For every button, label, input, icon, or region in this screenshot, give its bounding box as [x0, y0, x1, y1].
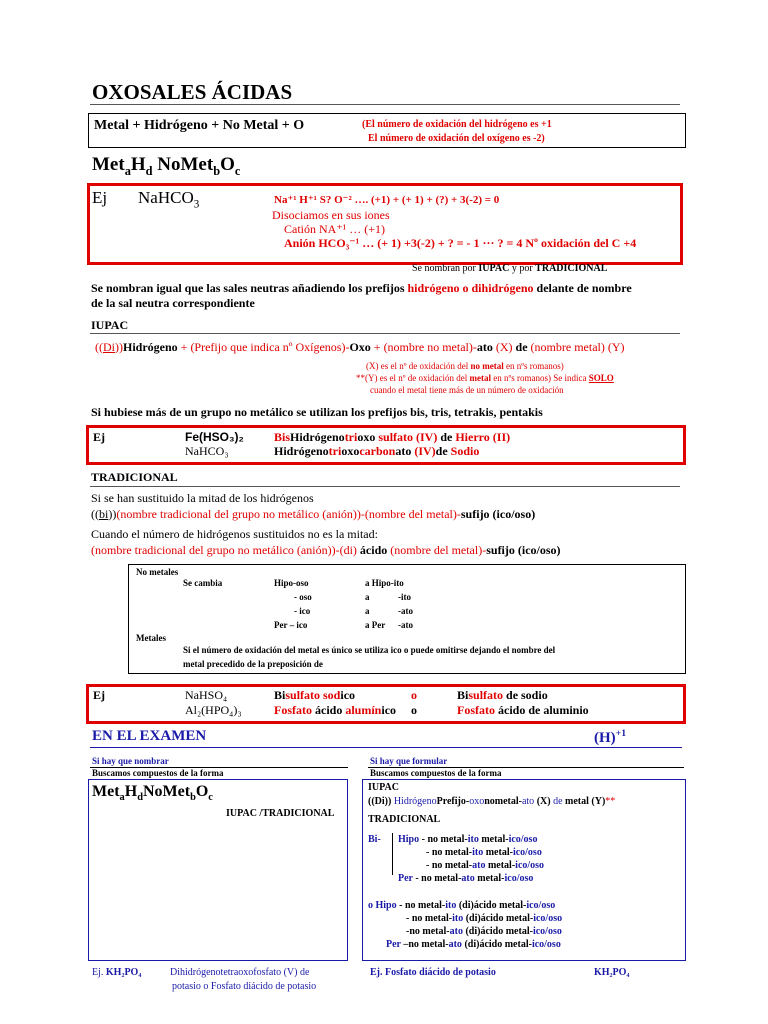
exam-trad-row-1: Hipo - no metal-ito metal-ico/oso [398, 834, 538, 845]
nonmetal-title: No metales [136, 567, 179, 577]
trad-line-4: (nombre tradicional del grupo no metálico (anión))-(di) ácido (nombre del metal)-sufijo (ico/oso) [91, 543, 561, 557]
metals-line-2: metal precedido de la preposición de [183, 659, 323, 669]
exam-left-label: IUPAC /TRADICIONAL [226, 808, 335, 819]
example2-compound-1: Fe(HSO₃)₂ [185, 430, 244, 444]
nonmetal-row-2a: - oso [294, 592, 312, 602]
exam-rule [90, 747, 682, 748]
exam-acid-row-3: -no metal-ato (di)ácido metal-ico/oso [406, 926, 562, 937]
exam-left-ej-name-1: Dihidrógenotetraoxofosfato (V) de [170, 967, 310, 978]
nonmetal-cambia: Se cambia [183, 578, 223, 588]
exam-trad-row-4: Per - no metal-ato metal-ico/oso [398, 873, 534, 884]
metals-line-1: Si el número de oxidación del metal es único se utiliza ico o puede omitirse dejando el nombre del [183, 645, 556, 655]
exam-left-box [88, 779, 348, 961]
example1-anion: Anión HCO₃⁻¹ … (+ 1) +3(-2) + ? = - 1 ··· ? = 4 Nº oxidación del C +4 [284, 236, 637, 250]
page-title: OXOSALES ÁCIDAS [92, 80, 293, 104]
example3-or-1: o [411, 688, 417, 702]
example2-ej: Ej [93, 430, 105, 444]
exam-acid-row-4: Per –no metal-ato (di)ácido metal-ico/oso [386, 939, 561, 950]
intro-line-1: Se nombran igual que las sales neutras añadiendo los prefijos hidrógeno o dihidrógeno delante de nombre [91, 281, 632, 295]
exam-trad-row-3: - no metal-ato metal-ico/oso [426, 860, 545, 871]
nonmetal-row-3a: - ico [294, 606, 311, 616]
exam-left-title: Si hay que nombrar [92, 756, 169, 766]
intro-line-2: de la sal neutra correspondiente [91, 296, 255, 310]
general-formula: $Met_aH_d$ $NoMet_bO_c$ [92, 154, 241, 178]
exam-right-iupac: IUPAC [368, 782, 399, 793]
example1-ej: Ej [92, 188, 108, 207]
exam-right-ej-formula: KH₂PO₄ [594, 967, 630, 978]
nonmetal-row-3c: -ato [398, 606, 413, 616]
exam-bi: Bi- [368, 834, 381, 845]
iupac-note-2: **(Y) es el nº de oxidación del metal en nºs romanos) Se indica SOLO [356, 373, 614, 383]
example1-ions: Na⁺¹ H⁺¹ S? O⁻² …. (+1) + (+ 1) + (?) + 3(-2) = 0 [274, 194, 500, 206]
exam-h-charge: $(H)^{+1}$ [594, 728, 627, 746]
nonmetal-row-4a: Per – ico [274, 620, 308, 630]
trad-line-1: Si se han sustituido la mitad de los hidrógenos [91, 491, 314, 505]
iupac-note-1: (X) es el nº de oxidación del no metal en nºs romanos) [366, 361, 564, 371]
example3-name-b2: Fosfato ácido de aluminio [457, 703, 589, 717]
trad-line-2: ((bi))(nombre tradicional del grupo no metálico (anión))-(nombre del metal)-sufijo (ico/oso) [91, 507, 536, 521]
example1-compound: NaHCO$_3$ [138, 188, 200, 211]
nonmetal-row-3b: a [365, 606, 370, 616]
exam-left-formula: $Met_aH_dNoMet_bO_c$ [92, 783, 213, 804]
example2-name-1: BisHidrógenotrioxo sulfato (IV) de Hierro (II) [274, 430, 511, 444]
example3-name-b1: Bisulfato de sodio [457, 688, 548, 702]
iupac-rule: ((Di))Hidrógeno + (Prefijo que indica nº Oxígenos)-Oxo + (nombre no metal)-ato (X) de (nombre metal) (Y) [95, 340, 625, 354]
nonmetal-row-2c: -ito [398, 592, 411, 602]
nonmetal-row-4c: -ato [398, 620, 413, 630]
formula-note-2: El número de oxidación del oxígeno es -2) [368, 133, 545, 144]
trad-rule-line [90, 486, 680, 487]
example3-name-a2: Fosfato ácido alumínico [274, 703, 397, 717]
example1-dissociate: Disociamos en sus iones [272, 208, 390, 222]
example3-compound-2: Al₂(HPO₄)₃ [185, 703, 242, 717]
example2-name-2: Hidrógenotrioxocarbonato (IV)de Sodio [274, 444, 480, 458]
formula-note-1: (El número de oxidación del hidrógeno es +1 [362, 119, 552, 130]
exam-right-ej: Ej. Fosfato diácido de potasio [370, 967, 496, 978]
nonmetal-row-4b: a Per [365, 620, 386, 630]
exam-left-sub: Buscamos compuestos de la forma [92, 768, 224, 778]
example2-compound-2: NaHCO₃ [185, 444, 229, 458]
nonmetal-row-2b: a [365, 592, 370, 602]
named-by: Se nombran por IUPAC y por TRADICIONAL [412, 263, 608, 274]
iupac-note-3: cuando el metal tiene más de un número de oxidación [370, 385, 564, 395]
exam-left-ej-name-2: potasio o Fosfato diácido de potasio [172, 981, 317, 992]
trad-line-3: Cuando el número de hidrógenos sustituidos no es la mitad: [91, 527, 378, 541]
iupac-heading: IUPAC [91, 318, 129, 332]
example3-name-a1: Bisulfato sodico [274, 688, 356, 702]
bis-line: Si hubiese más de un grupo no metálico se utilizan los prefijos bis, tris, tetrakis, pentakis [91, 405, 543, 419]
exam-acid-row-2: - no metal-ito (di)ácido metal-ico/oso [406, 913, 563, 924]
exam-right-trad: TRADICIONAL [368, 814, 441, 825]
trad-heading: TRADICIONAL [91, 470, 178, 484]
exam-right-sub: Buscamos compuestos de la forma [370, 768, 502, 778]
example3-ej: Ej [93, 688, 105, 702]
title-rule [90, 104, 680, 105]
iupac-rule-line [90, 333, 680, 334]
nonmetal-row-1b: a Hipo-ito [365, 578, 404, 588]
exam-right-title: Si hay que formular [370, 756, 448, 766]
exam-bracket [392, 833, 393, 875]
exam-right-rule: ((Di)) HidrógenoPrefijo-oxonometal-ato (X) de metal (Y)** [368, 796, 616, 807]
example3-compound-1: NaHSO₄ [185, 688, 228, 702]
exam-heading: EN EL EXAMEN [92, 728, 207, 744]
exam-left-ej: Ej. KH₂PO₄ [92, 967, 142, 978]
example3-or-2: o [411, 703, 417, 717]
nonmetal-row-1a: Hipo-oso [274, 578, 309, 588]
exam-trad-row-2: - no metal-ito metal-ico/oso [426, 847, 542, 858]
example1-cation: Catión NA⁺¹ … (+1) [284, 222, 386, 236]
formula-text: Metal + Hidrógeno + No Metal + O [94, 118, 305, 133]
metals-title: Metales [136, 633, 166, 643]
exam-acid-row-1: o Hipo - no metal-ito (di)ácido metal-ico/oso [368, 900, 556, 911]
